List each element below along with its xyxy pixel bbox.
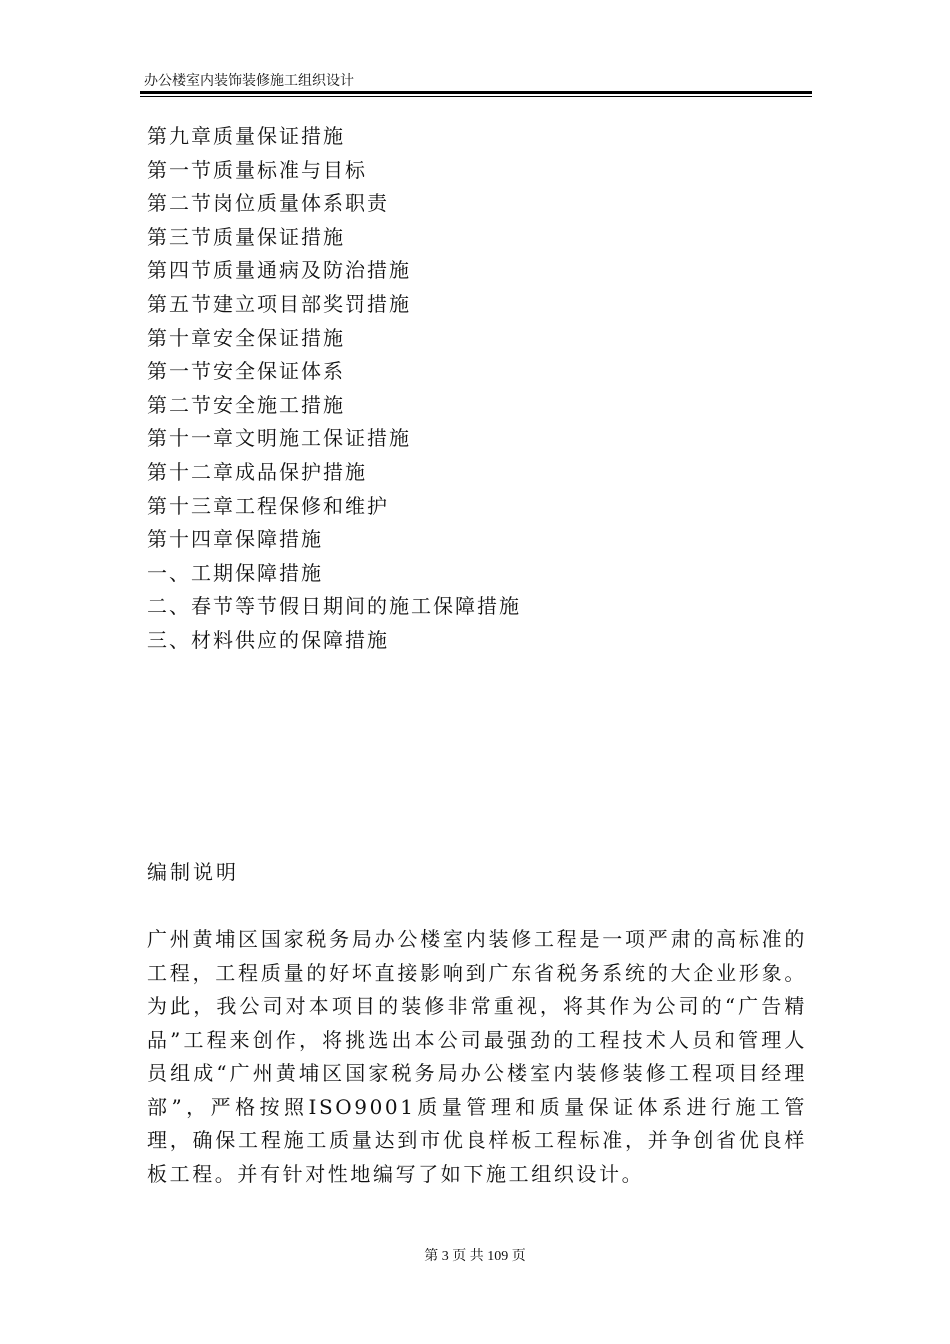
toc-item: 第十二章成品保护措施 bbox=[147, 459, 367, 484]
toc-item: 第十三章工程保修和维护 bbox=[147, 493, 389, 518]
page-header-title: 办公楼室内装饰装修施工组织设计 bbox=[144, 73, 354, 89]
toc-item: 第一节安全保证体系 bbox=[147, 359, 345, 384]
page-number-footer: 第 3 页 共 109 页 bbox=[424, 1249, 526, 1264]
toc-item: 第四节质量通病及防治措施 bbox=[147, 258, 411, 283]
toc-item: 第十章安全保证措施 bbox=[147, 325, 345, 350]
toc-item: 第二节岗位质量体系职责 bbox=[147, 191, 389, 216]
header-divider-thin bbox=[140, 96, 812, 97]
table-of-contents bbox=[147, 120, 521, 658]
toc-item: 一、工期保障措施 bbox=[147, 560, 323, 585]
section-body-paragraph: 广州黄埔区国家税务局办公楼室内装修工程是一项严肃的高标准的工程，工程质量的好坏直接影响到广东省税务系统的大企业形象。为此，我公司对本项目的装修非常重视，将其作为公司的“广告精品”工程来创作，将挑选出本公司最强劲的工程技术人员和管理人员组成“广州黄埔区国家税务局办公楼室内装修装修工程项目经理部”，严格按照ISO9001质量管理和质量保证体系进行施工管理，确保工程施工质量达到市优良样板工程标准，并争创省优良样板工程。并有针对性地编写了如下施工组织设计。 bbox=[147, 927, 807, 1186]
section-title: 编制说明 bbox=[147, 860, 239, 884]
toc-item: 第十四章保障措施 bbox=[147, 527, 323, 552]
toc-item: 第十一章文明施工保证措施 bbox=[147, 426, 411, 451]
toc-item: 第九章质量保证措施 bbox=[147, 124, 345, 148]
toc-item: 第三节质量保证措施 bbox=[147, 224, 345, 249]
header-divider-thick bbox=[140, 91, 812, 94]
toc-item: 第五节建立项目部奖罚措施 bbox=[147, 291, 411, 316]
toc-item: 三、材料供应的保障措施 bbox=[147, 627, 389, 652]
toc-item: 第一节质量标准与目标 bbox=[147, 157, 367, 182]
toc-item: 第二节安全施工措施 bbox=[147, 392, 345, 417]
toc-item: 二、春节等节假日期间的施工保障措施 bbox=[147, 594, 521, 619]
